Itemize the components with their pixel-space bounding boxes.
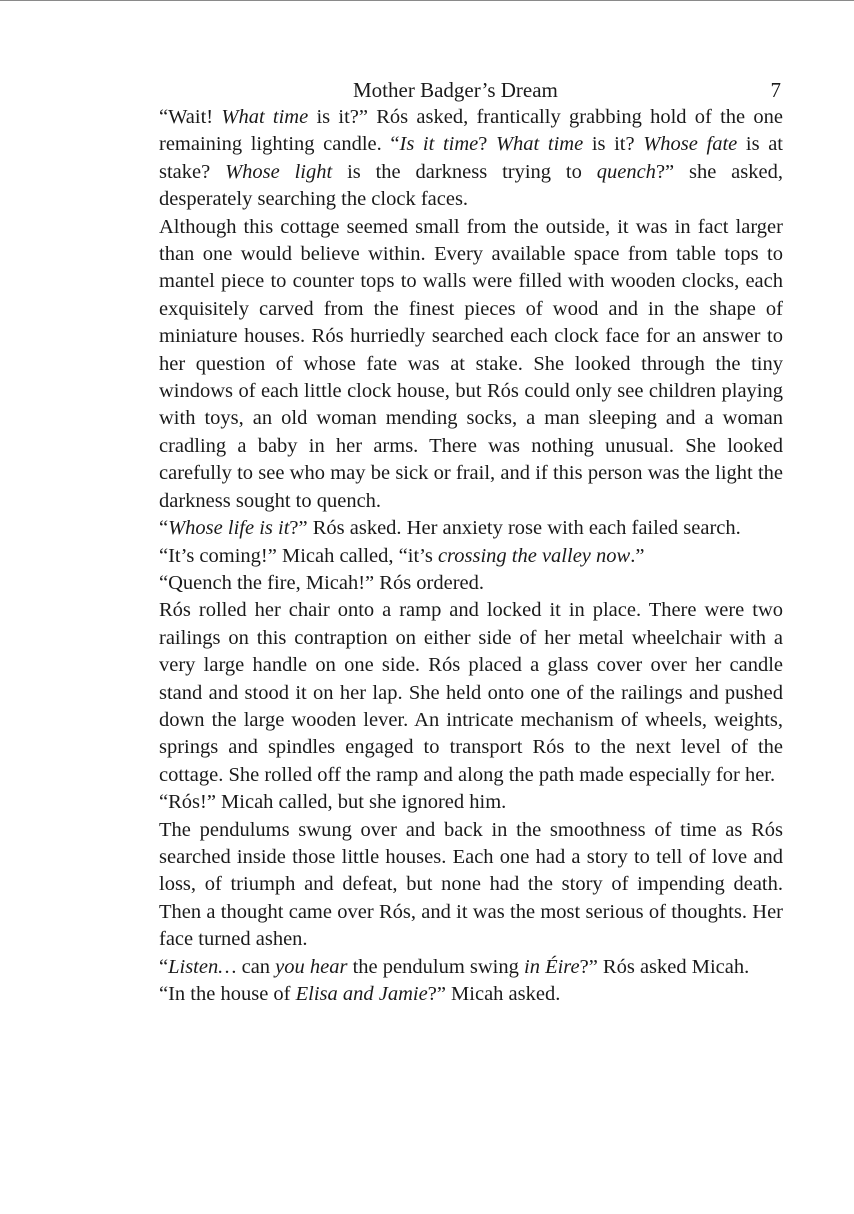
italic-text: Elisa and Jamie [295,983,428,1005]
text-run: is it?” Rós asked, frantically grabbing hold of the one remaining lighting candle. “ [159,106,784,156]
text-run: Although this cottage seemed small from the outside, it was in fact larger than one would believe within. Every available space from table tops to mantel piece to counter tops to walls were filled with wooden clocks, each exquisitely carved from the finest pieces of wood and in the shape of miniature houses. Rós hurriedly searched each clock face for an answer to her question of whose fate was at stake. She looked through the tiny windows of each little clock house, but Rós could only see children playing with toys, an old woman mending socks, a man sleeping and a woman cradling a baby in her arms. There was nothing unusual. She looked carefully to see who may be sick or frail, and if this person was the light the darkness sought to quench. [159,215,783,512]
text-run: is the darkness trying to [332,160,597,183]
text-run: the pendulum swing [347,955,524,978]
italic-text: Whose life is it [168,517,290,540]
paragraph [159,214,783,515]
text-run: The pendulums swung over and back in the smoothness of time as Rós searched inside those little houses. Each one had a story to tell of love and loss, of triumph and defeat, but none had the story of impending death. Then a thought came over Rós, and it was the most serious of thoughts. Her face turned ashen. [159,818,783,951]
italic-text: Is it time [399,133,479,156]
paragraph [159,954,783,981]
paragraph [159,104,783,214]
text-run: ? [478,133,496,156]
text-run: Rós rolled her chair onto a ramp and locked it in place. There were two railings on this contraption on either side of her metal wheelchair with a very large handle on one side. Rós placed a glass cover over her candle stand and stood it on her lap. She held onto one of the railings and pushed down the large wooden lever. An intricate mechanism of wheels, weights, springs and spindles engaged to transport Rós to the next level of the cottage. She rolled off the ramp and along the path made especially for her. [159,599,783,786]
paragraph [159,515,783,542]
text-run: “Rós!” Micah called, but she ignored him. [159,791,507,814]
top-border-line [0,0,854,1]
paragraph [159,817,783,954]
italic-text: quench [596,160,656,183]
text-run: “In the house of [159,983,296,1005]
paragraph [159,789,783,816]
paragraph [159,543,783,570]
paragraph [159,570,783,597]
italic-text: What time [495,133,584,156]
italic-text: Listen… [168,955,237,978]
text-run: .” [630,544,645,567]
italic-text: What time [221,106,309,128]
italic-text: in Éire [524,955,580,978]
text-run: “ [159,517,169,540]
text-run: is it? [583,133,644,156]
text-run: ?” she asked, desperately searching the clock faces. [159,160,783,211]
text-run: ?” Micah asked. [427,983,561,1005]
text-run: is at stake? [159,133,783,183]
text-run: “ [159,955,169,978]
italic-text: Whose light [225,160,333,183]
paragraph [159,597,783,789]
text-run: ?” Rós asked Micah. [579,955,750,978]
running-header [159,76,783,104]
italic-text: you hear [275,955,348,978]
paragraph [159,981,783,1008]
italic-text: Whose fate [643,133,738,156]
book-title: Mother Badger’s Dream [353,78,558,102]
text-run: ?” Rós asked. Her anxiety rose with each failed search. [289,517,741,540]
text-run: “It’s coming!” Micah called, “it’s [159,544,438,567]
page-number: 7 [770,78,781,102]
text-run: can [236,955,276,978]
italic-text: crossing the valley now [437,544,631,567]
text-run: “Quench the fire, Micah!” Rós ordered. [159,571,485,594]
body-text [159,104,783,1008]
text-run: “Wait! [159,106,222,128]
